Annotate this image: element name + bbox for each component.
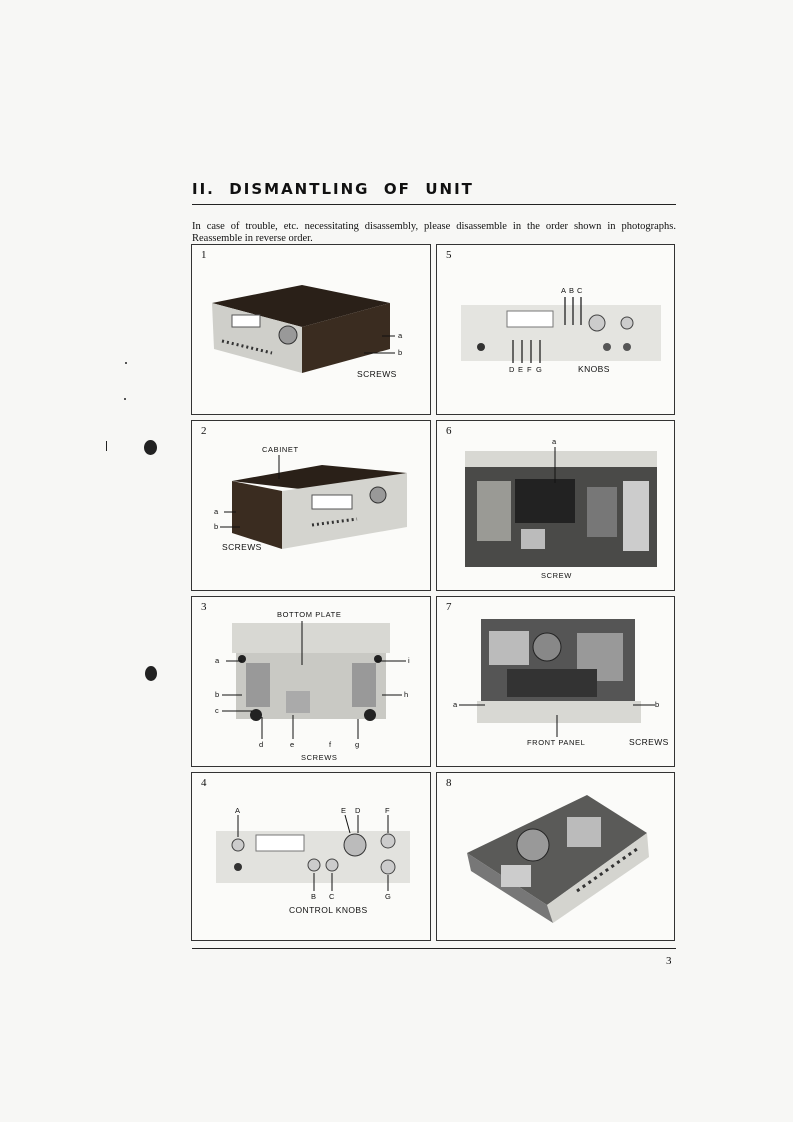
page-number: 3 — [666, 955, 672, 967]
scan-speck — [124, 398, 126, 400]
punch-hole-mark — [145, 666, 157, 681]
footer-rule — [192, 948, 676, 949]
panel-number: 5 — [446, 249, 452, 261]
panel-number: 6 — [446, 425, 452, 437]
label-C: C — [329, 892, 336, 901]
label-b: b — [214, 522, 219, 531]
panel-number: 2 — [201, 425, 207, 437]
label-cabinet: CABINET — [262, 445, 299, 454]
intro-paragraph: In case of trouble, etc. necessitating disassembly, please disassemble in the order shown in photographs. Reassemble in reverse order. — [192, 221, 676, 244]
panel-number: 8 — [446, 777, 452, 789]
label-h: h — [404, 690, 409, 699]
label-a: a — [215, 656, 220, 665]
label-screws: SCREWS — [222, 542, 262, 552]
panel-number: 4 — [201, 777, 207, 789]
label-a: a — [453, 700, 458, 709]
label-F: F — [527, 365, 533, 374]
label-a: a — [214, 507, 219, 516]
scan-speck — [106, 441, 107, 451]
label-B: B — [569, 286, 575, 295]
label-a: a — [398, 331, 403, 340]
bottom-plate-photo — [192, 597, 431, 767]
panel-4 — [191, 772, 431, 941]
control-knobs-photo — [192, 773, 431, 941]
label-G: G — [385, 892, 392, 901]
panel-7 — [436, 596, 675, 767]
label-bottom-plate: BOTTOM PLATE — [277, 610, 342, 619]
scan-speck — [125, 362, 127, 364]
label-b: b — [215, 690, 220, 699]
label-c: c — [215, 706, 220, 715]
punch-hole-mark — [144, 440, 157, 455]
panel-3 — [191, 596, 431, 767]
label-d: d — [259, 740, 264, 749]
label-b: b — [655, 700, 660, 709]
label-g: g — [355, 740, 360, 749]
label-B: B — [311, 892, 317, 901]
section-title: II. DISMANTLING OF UNIT — [192, 180, 474, 198]
panel-6 — [436, 420, 675, 591]
panel-number: 1 — [201, 249, 207, 261]
label-A: A — [561, 286, 567, 295]
chassis-top-photo — [437, 421, 675, 591]
label-D: D — [509, 365, 516, 374]
label-E: E — [518, 365, 524, 374]
label-A: A — [235, 806, 241, 815]
label-a: a — [552, 437, 557, 446]
label-front-panel: FRONT PANEL — [527, 738, 586, 747]
label-F: F — [385, 806, 391, 815]
front-panel-photo — [437, 245, 675, 415]
label-screws: SCREWS — [629, 737, 669, 747]
amplifier-cabinet-photo — [192, 421, 431, 591]
panel-1 — [191, 244, 431, 415]
label-screws: SCREWS — [357, 369, 397, 379]
panel-5 — [436, 244, 675, 415]
chassis-angle-photo — [437, 773, 675, 941]
amplifier-photo — [192, 245, 431, 415]
label-C: C — [577, 286, 584, 295]
panel-number: 3 — [201, 601, 207, 613]
panel-number: 7 — [446, 601, 452, 613]
title-rule — [192, 204, 676, 205]
label-screws: SCREWS — [301, 753, 338, 762]
label-i: i — [408, 656, 411, 665]
label-G: G — [536, 365, 543, 374]
label-E: E — [341, 806, 347, 815]
label-knobs: KNOBS — [578, 364, 610, 374]
panel-2 — [191, 420, 431, 591]
label-D: D — [355, 806, 362, 815]
label-b: b — [398, 348, 403, 357]
panel-8 — [436, 772, 675, 941]
label-control-knobs: CONTROL KNOBS — [289, 905, 368, 915]
label-f: f — [329, 740, 332, 749]
label-e: e — [290, 740, 295, 749]
label-screw: SCREW — [541, 571, 572, 580]
